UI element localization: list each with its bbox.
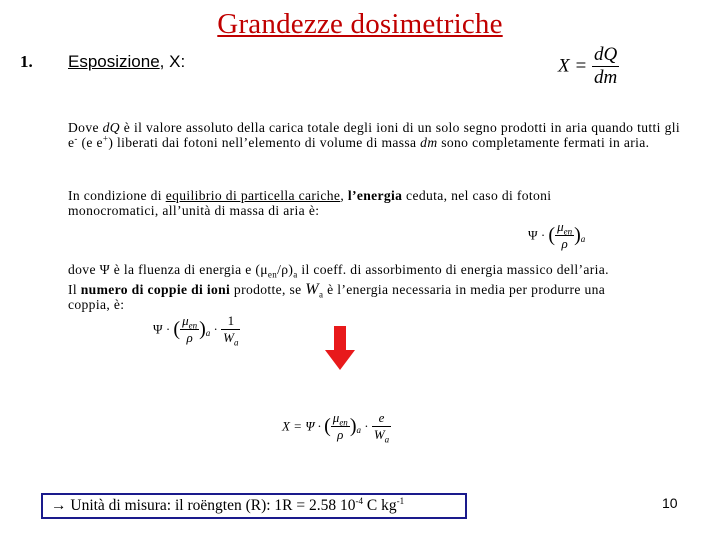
formula-final-lhs: X = Ψ · bbox=[282, 418, 321, 434]
p1-text: (e e bbox=[77, 135, 103, 150]
slide-title: Grandezze dosimetriche bbox=[217, 8, 503, 40]
p2-text: In condizione di bbox=[68, 188, 166, 203]
section-term: Esposizione bbox=[68, 52, 160, 71]
formula-exposure-fraction bbox=[592, 44, 619, 89]
units-box: → Unità di misura: il roëngten (R): 1R = 2.58 $10^{-4}$ C $kg^{-1}$ bbox=[41, 493, 467, 519]
p3-line1: dove Ψ è la fluenza di energia e $(\mu_{en}/\rho)_a$ il coeff. di assorbimento di energia massico dell’aria. bbox=[68, 262, 609, 280]
p1-dq: dQ bbox=[102, 120, 120, 135]
formula-energy-paren: ( bbox=[548, 224, 556, 246]
formula-pairs-fraction: $\frac{\mu_{en}}{\rho}$ bbox=[182, 313, 198, 345]
formula-pairs-inverse: $\frac{1}{W_a}$ bbox=[223, 313, 239, 348]
p1-sup: - bbox=[74, 133, 78, 144]
formula-energy-fraction bbox=[555, 219, 574, 252]
formula-final-ratio: $\frac{e}{W_a}$ bbox=[373, 410, 390, 445]
formula-final-paren: ) bbox=[349, 415, 357, 437]
section-symbol: , X: bbox=[159, 52, 186, 71]
formula-energy-paren: ) bbox=[574, 224, 581, 246]
p1-sup: + bbox=[102, 133, 109, 144]
formula-pairs: Ψ · ( $\frac{\mu_{en}}{\rho}$ )$_a$ · $\frac{1}{W_a}$ bbox=[153, 313, 239, 348]
formula-pairs-mu: μ bbox=[182, 313, 189, 328]
formula-energy bbox=[528, 219, 585, 252]
formula-energy-psi: Ψ · bbox=[528, 227, 546, 243]
formula-final: X = Ψ · ( $\frac{\mu_{en}}{\rho}$ )$_a$ · $\frac{e}{W_a}$ bbox=[282, 410, 390, 445]
section-number: 1. bbox=[20, 52, 33, 71]
formula-exposure-numerator: dQ bbox=[593, 44, 618, 65]
formula-pairs-dot: · bbox=[213, 321, 218, 337]
formula-pairs-rho: ρ bbox=[180, 329, 199, 346]
p3-line3: coppia, è: bbox=[68, 297, 125, 312]
formula-exposure bbox=[558, 44, 619, 89]
p1-text: è il valore assoluto della carica totale degli ioni di un solo segno prodotti in aria quando tutti gli e bbox=[68, 120, 680, 150]
p2-text: ceduta, nel caso di fotoni monocromatici, all’unità di massa di aria è: bbox=[68, 188, 552, 218]
formula-final-paren: ( bbox=[324, 415, 331, 437]
p1-dm: dm bbox=[420, 135, 438, 150]
formula-final-fraction: $\frac{\mu_{en}}{\rho}$ bbox=[332, 410, 348, 442]
formula-pairs-paren: ( bbox=[173, 318, 181, 340]
p1-text: sono completamente fermati in aria. bbox=[437, 135, 650, 150]
p1-text: ) liberati dai fotoni nell’elemento di volume di massa bbox=[108, 135, 421, 150]
formula-exposure-denominator: dm bbox=[593, 67, 618, 88]
formula-energy-rho: ρ bbox=[555, 235, 574, 252]
formula-energy-mu: μ bbox=[557, 219, 564, 234]
p2-bold: l’energia bbox=[347, 188, 403, 203]
p2-text: , bbox=[340, 188, 348, 203]
formula-energy-mu-sub: en bbox=[563, 226, 573, 237]
formula-pairs-paren: ) bbox=[199, 318, 206, 340]
p3-bold: numero di coppie di ioni bbox=[80, 282, 231, 297]
p1-text: Dove bbox=[68, 120, 103, 135]
paragraph-pairs bbox=[68, 262, 708, 312]
section-heading bbox=[68, 52, 185, 72]
paragraph-energy bbox=[68, 188, 628, 218]
paragraph-definition bbox=[68, 120, 680, 150]
formula-final-dot: · bbox=[364, 418, 369, 434]
right-arrow-icon: → bbox=[51, 497, 67, 514]
formula-pairs-psi: Ψ · bbox=[153, 321, 171, 337]
units-text: Unità di misura: il roëngten (R): 1R = 2.58 10 bbox=[66, 497, 356, 514]
formula-energy-sub: a bbox=[580, 234, 586, 245]
p3-line2: Il numero di coppie di ioni prodotte, se $W_a$ è l’energia necessaria in media per produrre una bbox=[68, 281, 606, 300]
arrow-down-icon bbox=[325, 326, 355, 370]
page-number: 10 bbox=[662, 495, 678, 511]
p3-w: W bbox=[305, 281, 319, 298]
formula-exposure-lhs: X = bbox=[558, 55, 588, 77]
p2-underlined-term: equilibrio di particella cariche bbox=[165, 188, 341, 203]
